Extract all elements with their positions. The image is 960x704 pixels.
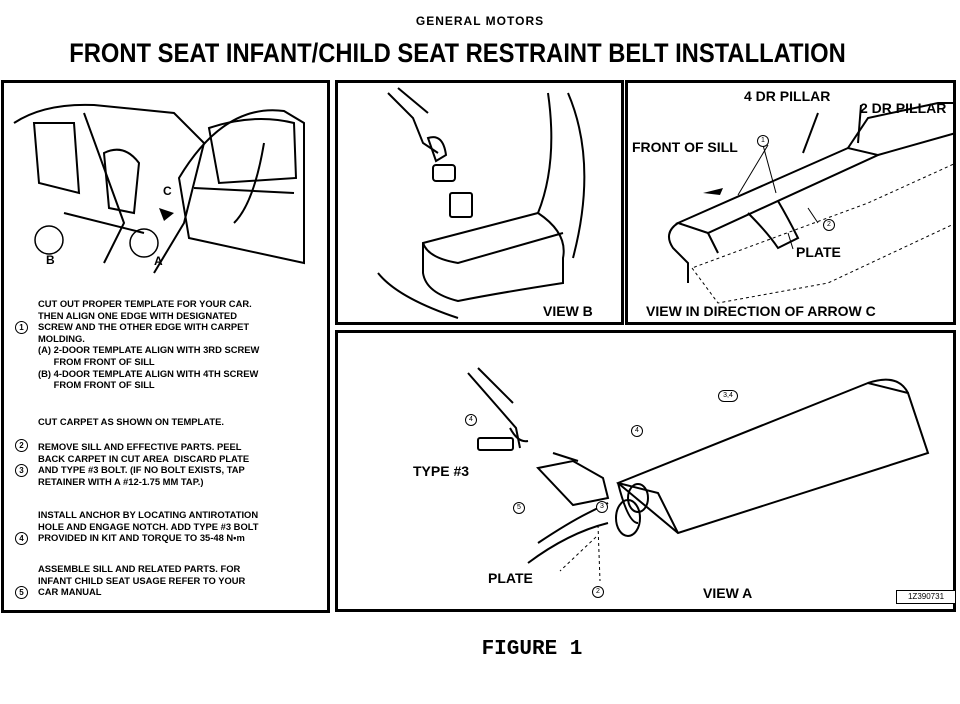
plate-label: PLATE xyxy=(796,244,841,260)
view-a-callout-5: 5 xyxy=(513,502,525,514)
view-a-callout-2: 2 xyxy=(592,586,604,598)
instructions-panel xyxy=(1,80,330,613)
view-a-caption: VIEW A xyxy=(703,585,753,601)
arrow-c-view-panel xyxy=(625,80,956,325)
step-number: 2 xyxy=(15,439,28,452)
step-text: CUT CARPET AS SHOWN ON TEMPLATE. xyxy=(38,416,224,427)
step-number: 4 xyxy=(15,532,28,545)
view-a-callout-3: 3 xyxy=(596,501,608,513)
view-b-panel xyxy=(335,80,624,325)
callout-1: 1 xyxy=(757,135,769,147)
type3-label: TYPE #3 xyxy=(413,463,470,479)
arrow-c-caption: VIEW IN DIRECTION OF ARROW C xyxy=(646,303,876,319)
figure-caption: FIGURE 1 xyxy=(481,638,583,661)
front-of-sill-label: FRONT OF SILL xyxy=(632,139,738,155)
instruction-step-5 xyxy=(16,563,246,609)
step-number: 1 xyxy=(15,321,28,334)
pillar-2dr-label: 2 DR PILLAR xyxy=(860,100,947,116)
page-title: FRONT SEAT INFANT/CHILD SEAT RESTRAINT BELT INSTALLATION xyxy=(69,38,846,68)
view-b-caption: VIEW B xyxy=(543,303,593,319)
instruction-step-4 xyxy=(16,509,259,555)
pillar-4dr-label: 4 DR PILLAR xyxy=(744,88,831,104)
view-a-plate-label: PLATE xyxy=(488,570,533,586)
step-text: ASSEMBLE SILL AND RELATED PARTS. FOR INFANT CHILD SEAT USAGE REFER TO YOUR CAR MANUAL xyxy=(38,563,246,598)
step-text: REMOVE SILL AND EFFECTIVE PARTS. PEEL BACK CARPET IN CUT AREA DISCARD PLATE AND TYPE #3 BOLT. (IF NO BOLT EXISTS, TAP RETAINER WITH A #12-1.75 MM TAP.) xyxy=(38,441,250,487)
car-label-a: A xyxy=(154,254,163,268)
step-text: INSTALL ANCHOR BY LOCATING ANTIROTATION HOLE AND ENGAGE NOTCH. ADD TYPE #3 BOLT PROVIDED IN KIT AND TORQUE TO 35-48 N•m xyxy=(38,509,259,544)
car-label-c: C xyxy=(163,184,172,198)
instruction-step-1 xyxy=(16,298,260,391)
step-text: CUT OUT PROPER TEMPLATE FOR YOUR CAR. THEN ALIGN ONE EDGE WITH DESIGNATED SCREW AND THE OTHER EDGE WITH CARPET MOLDING. (A) 2-DOOR TEMPLATE ALIGN WITH 3RD SCREW FROM FRONT OF SILL (B) 4-DOOR TEMPLATE ALIGN WITH 4TH SCREW FROM FRONT OF SILL xyxy=(38,298,260,391)
callout-2: 2 xyxy=(823,219,835,231)
sill-plate-drawing xyxy=(628,83,956,325)
view-a-callout-4a: 4 xyxy=(465,414,477,426)
car-label-b: B xyxy=(46,253,55,267)
view-a-panel xyxy=(335,330,956,612)
instruction-step-3 xyxy=(16,441,250,487)
brand-header: GENERAL MOTORS xyxy=(415,14,545,28)
view-a-callout-34: 3,4 xyxy=(718,390,738,402)
view-a-callout-4b: 4 xyxy=(631,425,643,437)
drawing-reference-number: 1Z390731 xyxy=(896,590,956,604)
step-number: 5 xyxy=(15,586,28,599)
seat-buckle-drawing xyxy=(338,83,624,325)
step-number: 3 xyxy=(15,464,28,477)
